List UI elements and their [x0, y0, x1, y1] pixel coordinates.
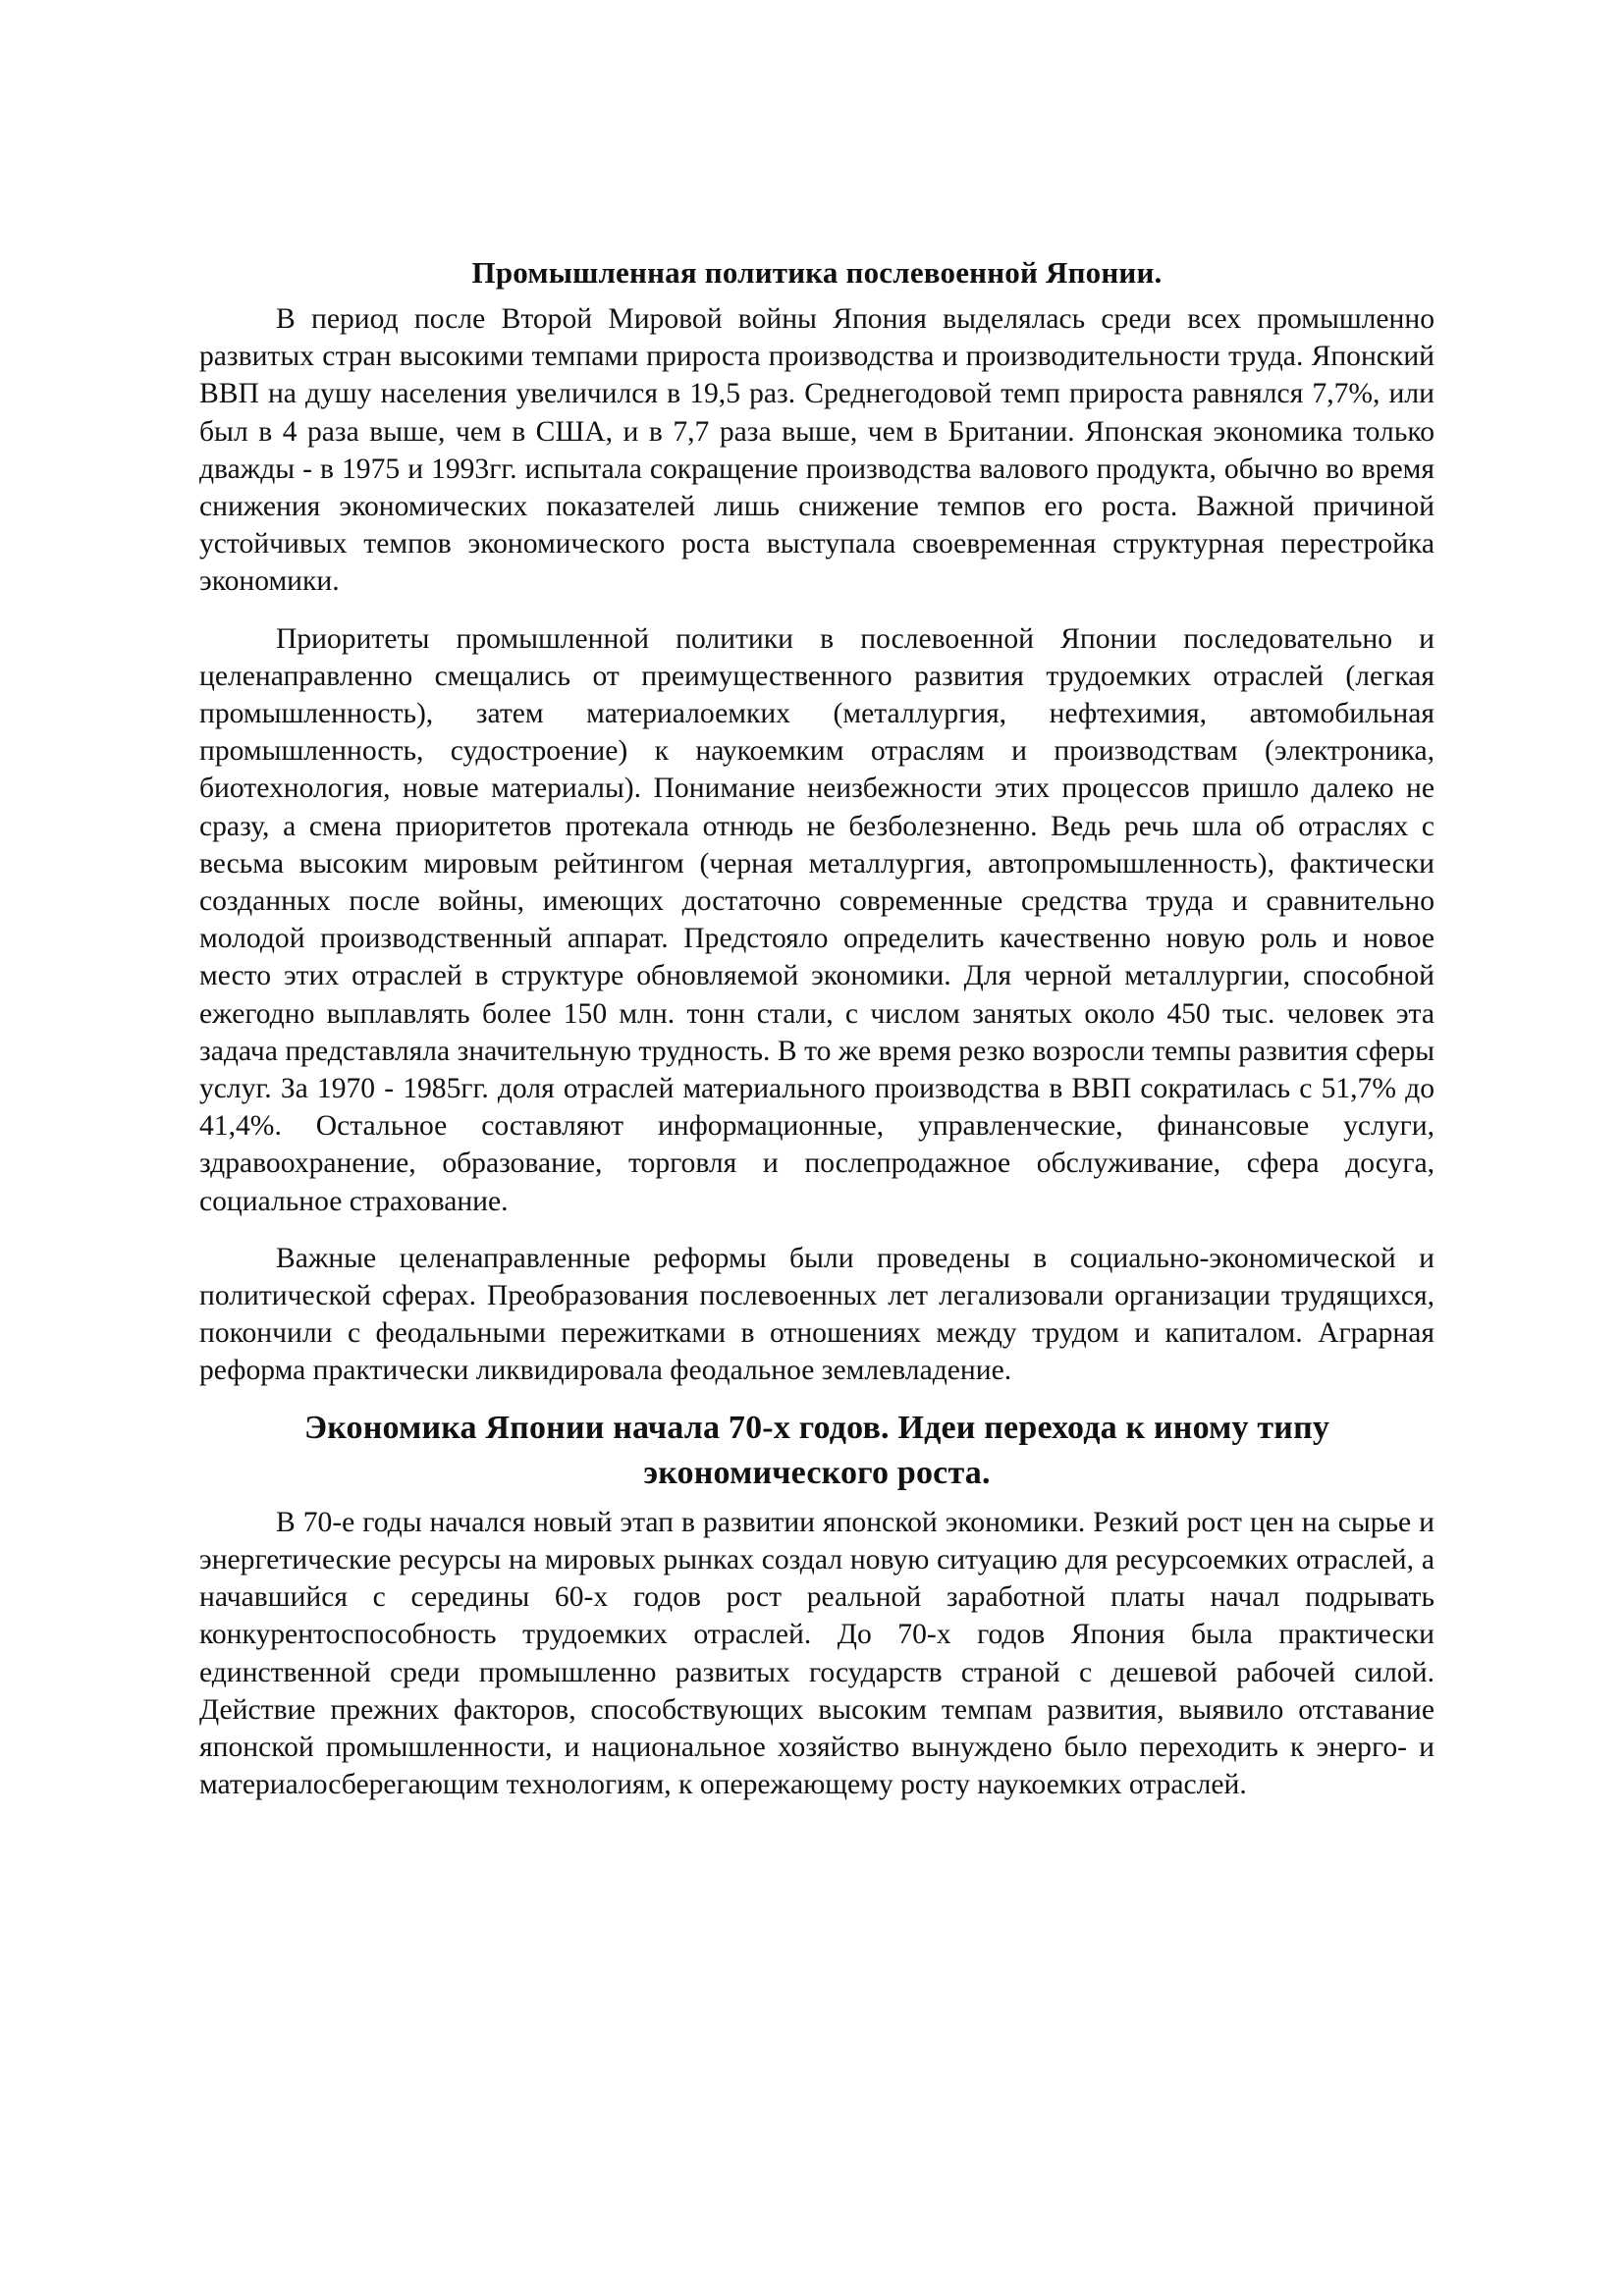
section-title-industrial-policy: Промышленная политика послевоенной Японии. — [471, 255, 1163, 290]
paragraph-postwar-growth: В период после Второй Мировой войны Япония выделялась среди всех промышленно развитых стран высокими темпами прироста производства и производительности труда. Японский ВВП на душу населения увеличился в 19,5 раз. Среднегодовой темп прироста равнялся 7,7%, или был в 4 раза выше, чем в США, и в 7,7 раза выше, чем в Британии. Японская экономика только дважды - в 1975 и 1993гг. испытала сокращение производства валового продукта, обычно во время снижения экономических показателей лишь снижение темпов его роста. Важной причиной устойчивых темпов экономического роста выступала своевременная структурная перестройка экономики. — [199, 303, 1435, 598]
paragraph-industrial-priorities: Приоритеты промышленной политики в послевоенной Японии последовательно и целенаправленно смещались от преимущественного развития трудоемких отраслей (легкая промышленность), затем материалоемких (металлургия, нефтехимия, автомобильная промышленность, судостроение) к наукоемким отраслям и производствам (электроника, биотехнология, новые материалы). Понимание неизбежности этих процессов пришло далеко не сразу, а смена приоритетов протекала отнюдь не безболезненно. Ведь речь шла об отраслях с весьма высоким мировым рейтингом (черная металлургия, автопромышленность), фактически созданных после войны, имеющих достаточно современные средства труда и сравнительно молодой производственный аппарат. Предстояло определить качественно новую роль и новое место этих отраслей в структуре обновляемой экономики. Для черной металлургии, способной ежегодно выплавлять более 150 млн. тонн стали, с числом занятых около 450 тыс. человек эта задача представляла значительную трудность. В то же время резко возросли темпы развития сферы услуг. За 1970 - 1985гг. доля отраслей материального производства в ВВП сократилась с 51,7% до 41,4%. Остальное составляют информационные, управленческие, финансовые услуги, здравоохранение, образование, торговля и послепродажное обслуживание, сфера досуга, социальное страхование. — [199, 622, 1435, 1217]
section-title-economy-70s: Экономика Японии начала 70-х годов. Идеи перехода к иному типу экономического роста. — [303, 1409, 1330, 1491]
paragraph-reforms: Важные целенаправленные реформы были проведены в социально-экономической и политической сферах. Преобразования послевоенных лет легализовали организации трудящихся, покончили с феодальными пережитками в отношениях между трудом и капиталом. Аграрная реформа практически ликвидировала феодальное землевладение. — [199, 1242, 1435, 1387]
document-page — [199, 253, 1435, 1803]
paragraph-new-stage-70s: В 70-е годы начался новый этап в развитии японской экономики. Резкий рост цен на сырье и энергетические ресурсы на мировых рынках создал новую ситуацию для ресурсоемких отраслей, а начавшийся с середины 60-х годов рост реальной заработной платы начал подрывать конкурентоспособность трудоемких отраслей. До 70-х годов Япония была практически единственной среди промышленно развитых государств страной с дешевой рабочей силой. Действие прежних факторов, способствующих высоким темпам развития, выявило отставание японской промышленности, и национальное хозяйство вынуждено было переходить к энерго- и материалосберегающим технологиям, к опережающему росту наукоемких отраслей. — [199, 1506, 1435, 1801]
